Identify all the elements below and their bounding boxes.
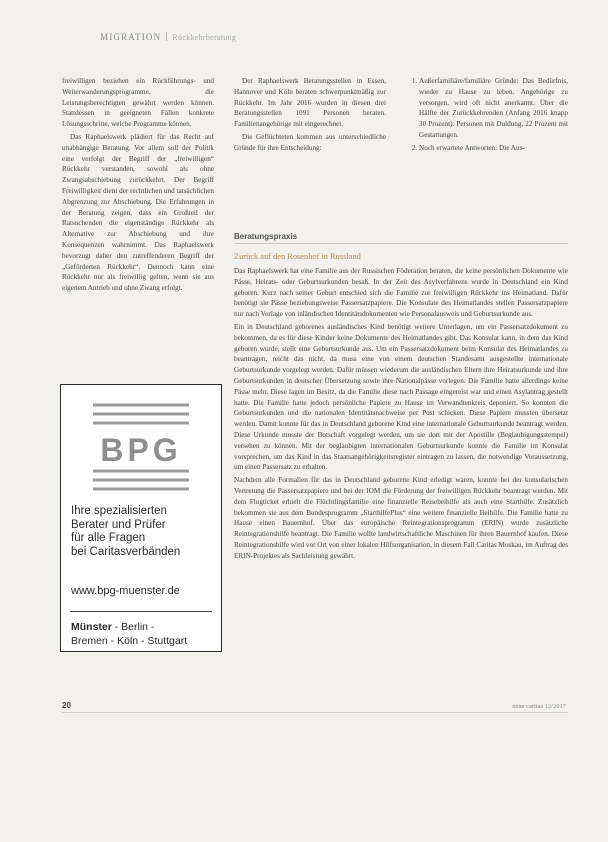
tagline-line: Berater und Prüfer bbox=[71, 518, 166, 531]
city-line2: Bremen - Köln - Stuttgart bbox=[71, 634, 188, 647]
header-separator bbox=[166, 32, 167, 41]
list-item: 1. Außerfamiliäre/familiäre Gründe: Das Bedürfnis, wieder zu Hause zu leben. Angehörige zu versorgen, wird oft nicht anerkannt. Über die Hälfte der Zurückkehrenden (Anfang 2016 knapp 30 Prozent). Personen mit Duldung, 22 Prozent mit Gestattungen. bbox=[419, 76, 568, 141]
section-divider bbox=[234, 243, 568, 244]
list-item: 2. Noch erwartete Antworten: Die Aus- bbox=[419, 143, 568, 154]
page-number: 20 bbox=[62, 701, 71, 710]
column1-paragraph: freiwilligen beziehen ein Rückführungs- und Weiterwanderungsprogramme, die Leistungsberechtigten gewährt werden können. Stattdessen in geeigneten Fällen konkrete Lösungsschritte, welche Programme können. bbox=[62, 77, 214, 129]
ad-tagline bbox=[71, 505, 180, 559]
header-section: MIGRATION bbox=[100, 32, 162, 42]
case-paragraph: Das Raphaelswerk hat eine Familie aus der Russischen Föderation beraten, die keine persönlichen Dokumente wie Pässe, Heirats- oder Geburtsurkunden besaß. In der Zeit des Asylverfahrens wurde in Deutschland ein Kind geboren. Kurz nach seiner Geburt entschied sich die Familie zur freiwilligen Rückkehr ins Heimatland. Dafür benötigt sie Pässe beziehungsweise Passersatzpapiere. Die Konsulate des Heimatlandes stellen Passersatzpapiere nur nach Vorlage von inländischen Identitätsdokumenten wie Personalausweis und Geburtsurkunde aus. bbox=[234, 267, 568, 319]
footer-source: neue caritas 12/2017 bbox=[512, 703, 566, 710]
text-column-1 bbox=[62, 76, 214, 296]
advertisement-box[interactable] bbox=[60, 384, 222, 652]
city-line1-rest: - Berlin - bbox=[111, 621, 155, 633]
ad-cities bbox=[71, 621, 187, 648]
column1-paragraph: Das Raphaelswerk plädiert für das Recht auf unabhängige Beratung. Vor allem soll der Politik eine verfolgt der Begriff der „freiwilligen“ Rückkehr verstanden, sowohl als ohne Zwangsabschiebung zurückkehrt. Der Begriff Freiwilligkeit dient der rechtlichen und tatsächlichen Abgrenzung zur Abschiebung. Die Erfahrungen in der Beratung zeigen, dass ein Großteil der Ratsuchenden die eigenständige Rückkehr als Alternative zur Abschiebung und ihre Konsequenzen wahrnimmt. Das Raphaelswerk bevorzugt daher den zutreffenderen Begriff der „Geförderten Rückkehr“. Dennoch kann eine Rückkehr nur als freiwillig gelten, wenn sie aus eigenem Antrieb und ohne Zwang erfolgt. bbox=[62, 132, 214, 293]
section-title: Beratungspraxis bbox=[234, 232, 298, 241]
ad-divider bbox=[70, 611, 212, 612]
tagline-line: Ihre spezialisierten bbox=[71, 505, 167, 517]
logo-text: BPG bbox=[100, 432, 182, 468]
column2-paragraph: Die Geflüchteten kommen aus unterschiedliche Gründe für ihre Entscheidung: bbox=[234, 132, 386, 152]
tagline-line: bei Caritasverbänden bbox=[71, 545, 181, 558]
case-paragraph: Ein in Deutschland geborenes ausländisches Kind benötigt weitere Unterlagen, um ein Passersatzdokument zu bekommen, da es für diese Kinder keine Dokumente des Heimatlandes gibt. Das Konsulat kann, in dem das Kind geboren wurde, stellt eine Geburtsurkunde aus. Um ein Passersatzdokument beim Konsulat des Heimatlandes zu beantragen, reicht das nicht, da muss eine von einem deutschen Standesamt ausgestellte internationale Geburtsurkunde vorgelegt werden. Dafür müssen wiederum die ausländischen Eltern ihre Heiratsurkunde und ihre Geburtsurkunden in deutscher Übersetzung sowie ihre Nationalpässe vorlegen. Die Familie hatte allerdings keine Pässe mehr. Diese lagen im Besitz, da die Familie diese nach Passage eingereist war und einen Asylantrag gestellt hatte. Die Familie hatte jedoch persönliche Papiere zu Hause im Verwandtenkreis deponiert. So konnten die Geburtsurkunden und die nationalen Identitätsnachweise per Post schicken. Diese Papiere mussten übersetzt werden. Damit konnte für das in Deutschland geborene Kind eine internationale Geburtsurkunde beantragt werden. Diese Urkunde musste der Botschaft vorgelegt werden, um sie dort mit der Apostille (Beglaubigungsstempel) versehen zu können. Mit der beglaubigten internationalen Geburtsurkunde konnte die Familie im Konsulat vorsprechen, um das Kind in das Staatsangehörigkeitsregister eintragen zu lassen, die notwendige Voraussetzung, um einen Passersatz zu erhalten. bbox=[234, 322, 568, 472]
case-paragraph: Nachdem alle Formalien für das in Deutschland geborene Kind erledigt waren, konnte bei der konsularischen Vertretung die Passersatzpapiere und bei der IOM die Förderung der freiwilligen Rückkehr beantragt werden. Mit dem Flugticket erhielt die Flüchtlingsfamilie eine finanzielle Reisebeihilfe als auch eine Starthilfe. Zusätzlich bekommen sie aus dem Bundesprogramm „StarthilfePlus“ eine weitere finanzielle Beihilfe. Die Familie hatte zu Hause einen Bauernhof. Über das europäische Reintegrationsprogramm (ERIN) wurde zusätzliche Reintegrationshilfe beantragt. Die Familie wollte landwirtschaftliche Maschinen für ihren Bauernhof kaufen. Diese Reintegrationshilfe wird vor Ort von einer lokalen Hilfsorganisation, in diesem Fall Caritas Moskau, im Auftrag des ERIN-Projektes als Sachleistung gewährt. bbox=[234, 476, 568, 560]
ad-website-link[interactable]: www.bpg-muenster.de bbox=[71, 585, 180, 597]
page-header bbox=[100, 32, 236, 42]
case-study-text bbox=[234, 266, 568, 564]
text-column-2 bbox=[234, 76, 386, 156]
bpg-logo-icon bbox=[93, 399, 189, 495]
case-title: Zurück auf den Rosenhof in Russland bbox=[234, 252, 361, 261]
footer-divider bbox=[62, 712, 568, 713]
column2-paragraph: Der Raphaelswerk Beratungsstellen in Essen, Hannover und Köln beraten schwerpunktmäßig zur Rückkehr. Im Jahr 2016 wurden in diesen drei Beratungsstellen 1091 Personen beraten. Familienangehörige mit eingerechnet. bbox=[234, 77, 386, 129]
header-subsection: Rückkehrberatung bbox=[172, 33, 237, 42]
text-column-3 bbox=[410, 76, 568, 156]
city-primary: Münster bbox=[71, 621, 112, 633]
tagline-line: für alle Fragen bbox=[71, 532, 146, 544]
